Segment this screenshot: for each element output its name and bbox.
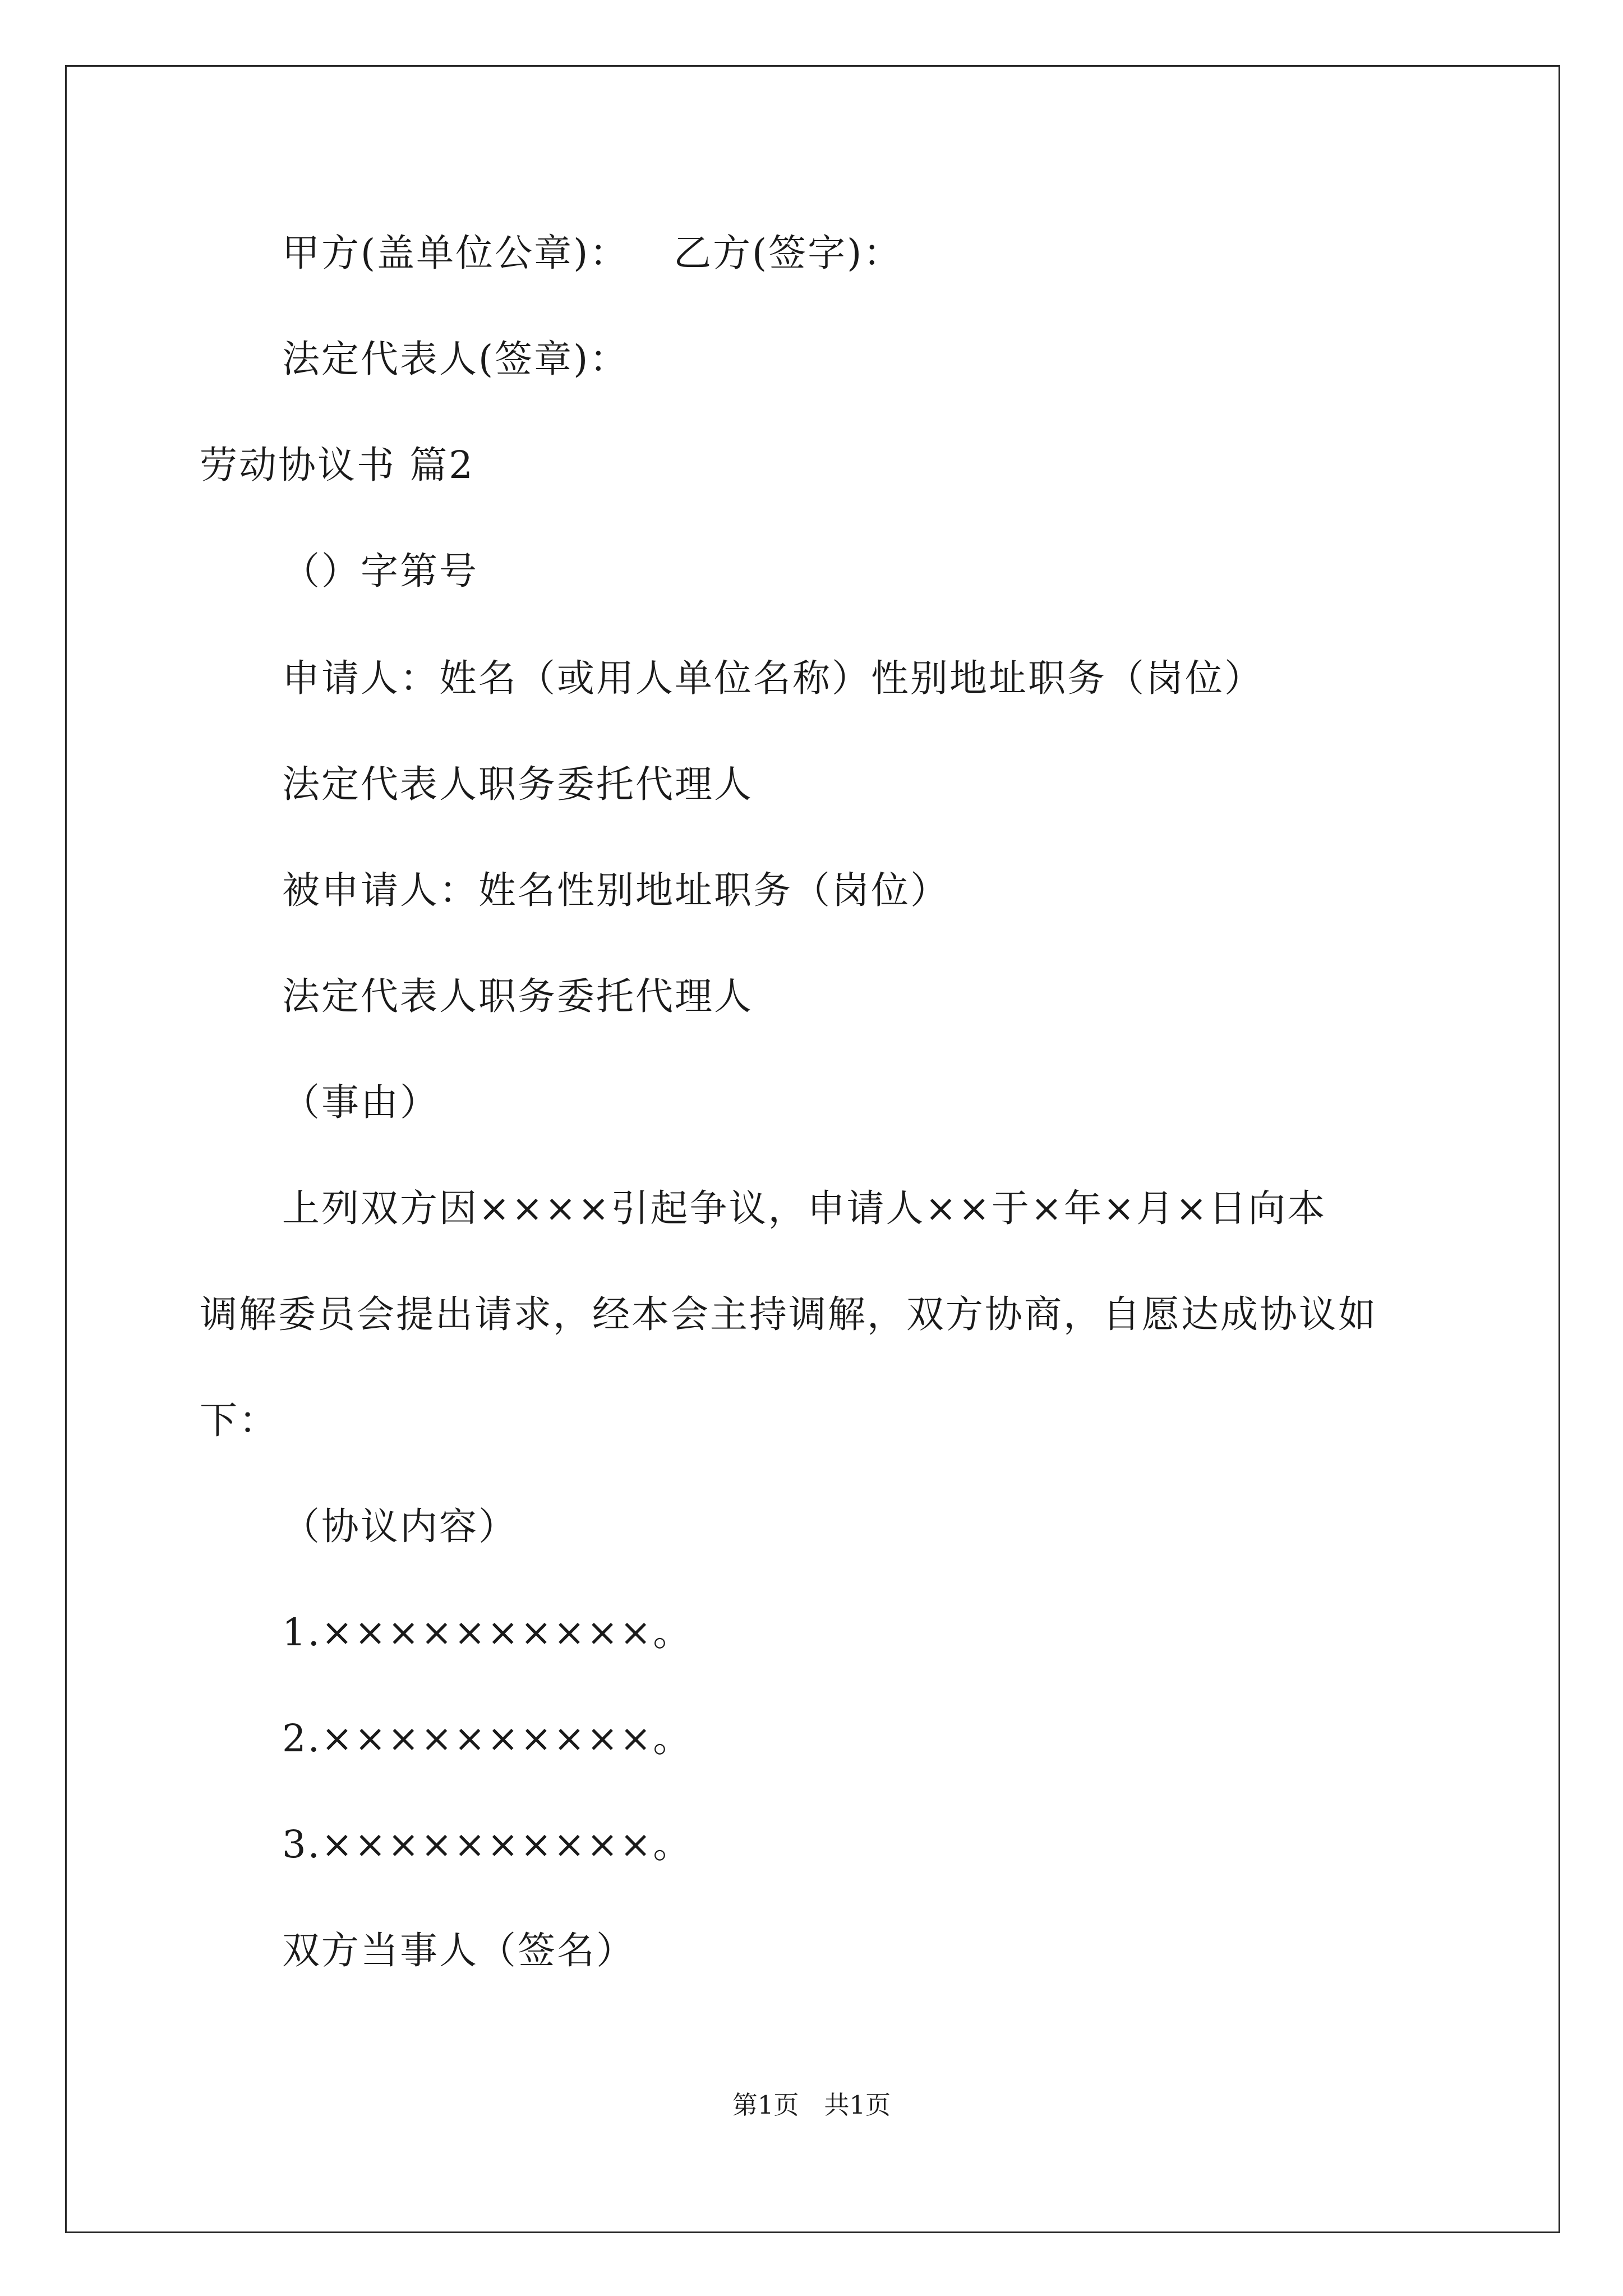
page-number-footer: 第1页 共1页 — [732, 2090, 891, 2120]
case-number: （）字第号 — [282, 549, 478, 593]
respondent-rep-line: 法定代表人职务委托代理人 — [282, 974, 753, 1018]
parties-signature-label: 双方当事人（签名） — [282, 1929, 635, 1972]
body-paragraph-line-1: 上列双方因××××引起争议，申请人××于×年×月×日向本 — [282, 1186, 1327, 1230]
body-paragraph-line-3: 下： — [200, 1398, 278, 1442]
legal-rep-label: 法定代表人(签章)： — [282, 337, 629, 381]
body-paragraph-line-2: 调解委员会提出请求，经本会主持调解，双方协商，自愿达成协议如 — [200, 1292, 1377, 1336]
agreement-item-3: 3.××××××××××。 — [282, 1823, 693, 1866]
section-title: 劳动协议书 篇2 — [200, 443, 474, 487]
applicant-rep-line: 法定代表人职务委托代理人 — [282, 762, 753, 806]
party-a-label: 甲方(盖单位公章)： — [282, 231, 629, 275]
agreement-item-1: 1.××××××××××。 — [282, 1611, 693, 1654]
party-b-label: 乙方(签字)： — [674, 231, 903, 275]
agreement-heading: （协议内容） — [282, 1504, 518, 1548]
cause-heading: （事由） — [282, 1080, 439, 1124]
agreement-item-2: 2.××××××××××。 — [282, 1717, 693, 1760]
page-border — [65, 65, 1560, 2233]
respondent-line: 被申请人：姓名性别地址职务（岗位） — [282, 868, 949, 912]
applicant-line: 申请人：姓名（或用人单位名称）性别地址职务（岗位） — [282, 656, 1264, 700]
